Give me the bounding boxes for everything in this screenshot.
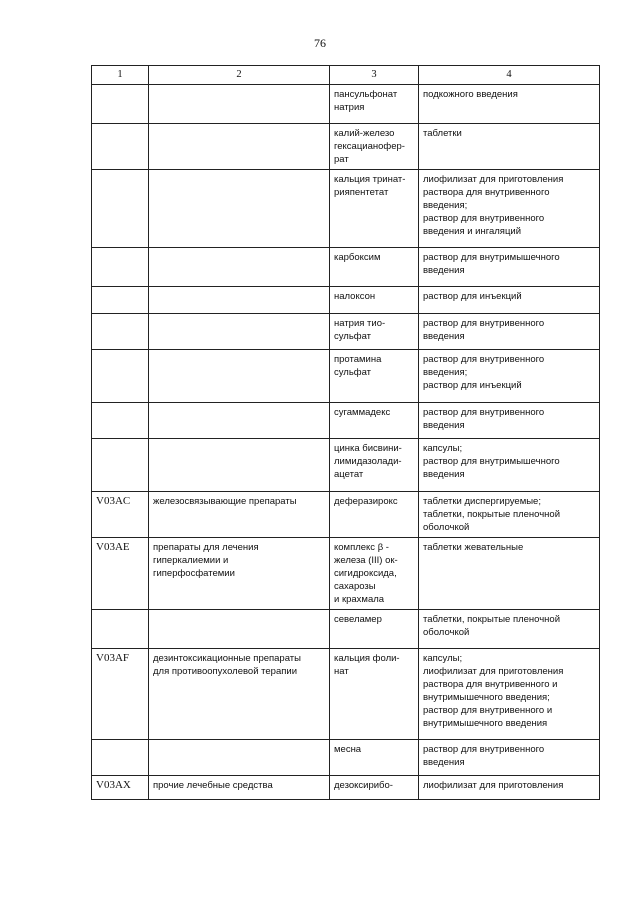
drug-name-cell xyxy=(330,649,419,740)
atc-code-cell xyxy=(92,610,149,649)
dosage-form-cell xyxy=(419,170,600,248)
drug-name-cell xyxy=(330,610,419,649)
drug-name-text: налоксон xyxy=(334,291,376,302)
table-row xyxy=(92,740,600,776)
table-row xyxy=(92,170,600,248)
drug-name-text: пансульфонат натрия xyxy=(334,89,398,113)
group-name-text: прочие лечебные средства xyxy=(153,780,273,791)
atc-code-cell xyxy=(92,776,149,800)
drug-name-cell xyxy=(330,170,419,248)
group-name-cell xyxy=(149,248,330,287)
dosage-form-text: подкожного введения xyxy=(423,89,518,100)
drug-name-cell xyxy=(330,314,419,350)
drug-name-text: дезоксирибо- xyxy=(334,780,393,791)
group-name-text: дезинтоксикационные препараты для противоопухолевой терапии xyxy=(153,653,301,677)
table-row xyxy=(92,610,600,649)
page-number: 76 xyxy=(314,36,326,50)
dosage-form-cell xyxy=(419,350,600,403)
atc-code-cell xyxy=(92,287,149,314)
column-header-1: 1 xyxy=(92,66,149,85)
dosage-form-text: капсулы; раствор для внутримышечного введения xyxy=(423,443,560,480)
dosage-form-text: раствор для внутривенного введения; раствор для инъекций xyxy=(423,354,545,391)
group-name-cell xyxy=(149,314,330,350)
drug-name-cell xyxy=(330,287,419,314)
dosage-form-text: раствор для внутримышечного введения xyxy=(423,252,560,276)
group-name-cell xyxy=(149,124,330,170)
dosage-form-cell xyxy=(419,776,600,800)
atc-code-cell xyxy=(92,439,149,492)
column-header-4: 4 xyxy=(419,66,600,85)
drug-name-text: деферазирокс xyxy=(334,496,398,507)
drug-name-text: севеламер xyxy=(334,614,382,625)
atc-code-text: V03AE xyxy=(96,541,130,553)
drug-name-cell xyxy=(330,776,419,800)
drug-name-text: калий-железо гексацианофер- рат xyxy=(334,128,405,165)
drug-name-cell xyxy=(330,350,419,403)
group-name-cell xyxy=(149,492,330,538)
drug-name-cell xyxy=(330,538,419,610)
group-name-text: железосвязывающие препараты xyxy=(153,496,297,507)
dosage-form-text: таблетки диспергируемые; таблетки, покрытые пленочной оболочкой xyxy=(423,496,561,533)
atc-code-cell xyxy=(92,740,149,776)
group-name-cell xyxy=(149,350,330,403)
table-row xyxy=(92,314,600,350)
table-row xyxy=(92,287,600,314)
atc-code-text: V03AX xyxy=(96,779,131,791)
atc-code-cell xyxy=(92,314,149,350)
drug-name-text: кальция тринат- рияпентетат xyxy=(334,174,406,198)
dosage-form-text: таблетки жевательные xyxy=(423,542,524,553)
dosage-form-cell xyxy=(419,649,600,740)
column-header-2: 2 xyxy=(149,66,330,85)
dosage-form-cell xyxy=(419,403,600,439)
table-row xyxy=(92,538,600,610)
group-name-cell xyxy=(149,776,330,800)
group-name-cell xyxy=(149,649,330,740)
dosage-form-text: таблетки xyxy=(423,128,462,139)
dosage-form-cell xyxy=(419,538,600,610)
drug-name-cell xyxy=(330,124,419,170)
dosage-form-cell xyxy=(419,287,600,314)
dosage-form-text: лиофилизат для приготовления xyxy=(423,780,564,791)
group-name-cell xyxy=(149,287,330,314)
atc-code-cell xyxy=(92,649,149,740)
drug-name-cell xyxy=(330,439,419,492)
atc-code-cell xyxy=(92,248,149,287)
dosage-form-text: раствор для инъекций xyxy=(423,291,522,302)
table-header-row xyxy=(92,66,600,85)
drug-name-cell xyxy=(330,403,419,439)
group-name-cell xyxy=(149,170,330,248)
table-row xyxy=(92,649,600,740)
group-name-cell xyxy=(149,85,330,124)
atc-code-cell xyxy=(92,124,149,170)
dosage-form-cell xyxy=(419,124,600,170)
dosage-form-cell xyxy=(419,492,600,538)
drug-name-cell xyxy=(330,492,419,538)
dosage-form-text: раствор для внутривенного введения xyxy=(423,407,545,431)
atc-code-cell xyxy=(92,492,149,538)
table-row xyxy=(92,439,600,492)
dosage-form-text: таблетки, покрытые пленочной оболочкой xyxy=(423,614,561,638)
atc-code-text: V03AC xyxy=(96,495,131,507)
group-name-cell xyxy=(149,610,330,649)
drug-name-text: комплекс β - железа (III) ок- сигидроксида, сахарозы и крахмала xyxy=(334,542,398,605)
dosage-form-cell xyxy=(419,740,600,776)
table-row xyxy=(92,124,600,170)
table-body xyxy=(92,85,600,800)
atc-code-cell xyxy=(92,403,149,439)
atc-code-cell xyxy=(92,538,149,610)
drug-name-cell xyxy=(330,85,419,124)
drug-name-text: цинка бисвини- лимидазолади- ацетат xyxy=(334,443,402,480)
table-row xyxy=(92,85,600,124)
dosage-form-cell xyxy=(419,248,600,287)
dosage-form-cell xyxy=(419,314,600,350)
drug-name-text: сугаммадекс xyxy=(334,407,391,418)
group-name-cell xyxy=(149,740,330,776)
drug-name-text: карбоксим xyxy=(334,252,381,263)
drug-name-cell xyxy=(330,740,419,776)
group-name-cell xyxy=(149,439,330,492)
drug-name-text: натрия тио- сульфат xyxy=(334,318,386,342)
dosage-form-text: лиофилизат для приготовления раствора для внутривенного введения; раствор для внутривенного введения и ингаляций xyxy=(423,174,564,237)
group-name-cell xyxy=(149,403,330,439)
table-row xyxy=(92,776,600,800)
table-row xyxy=(92,403,600,439)
drug-table xyxy=(91,65,600,800)
dosage-form-text: раствор для внутривенного введения xyxy=(423,318,545,342)
atc-code-text: V03AF xyxy=(96,652,130,664)
drug-name-text: месна xyxy=(334,744,362,755)
column-header-3: 3 xyxy=(330,66,419,85)
atc-code-cell xyxy=(92,350,149,403)
atc-code-cell xyxy=(92,170,149,248)
dosage-form-cell xyxy=(419,85,600,124)
table-row xyxy=(92,248,600,287)
dosage-form-cell xyxy=(419,439,600,492)
drug-name-text: протамина сульфат xyxy=(334,354,382,378)
dosage-form-text: раствор для внутривенного введения xyxy=(423,744,545,768)
group-name-text: препараты для лечения гиперкалиемии и гиперфосфатемии xyxy=(153,542,259,579)
group-name-cell xyxy=(149,538,330,610)
drug-name-text: кальция фоли- нат xyxy=(334,653,400,677)
table-row xyxy=(92,350,600,403)
dosage-form-cell xyxy=(419,610,600,649)
atc-code-cell xyxy=(92,85,149,124)
table-row xyxy=(92,492,600,538)
drug-name-cell xyxy=(330,248,419,287)
dosage-form-text: капсулы; лиофилизат для приготовления раствора для внутривенного и внутримышечного введения; раствор для внутривенного и внутримышечного введения xyxy=(423,653,564,729)
